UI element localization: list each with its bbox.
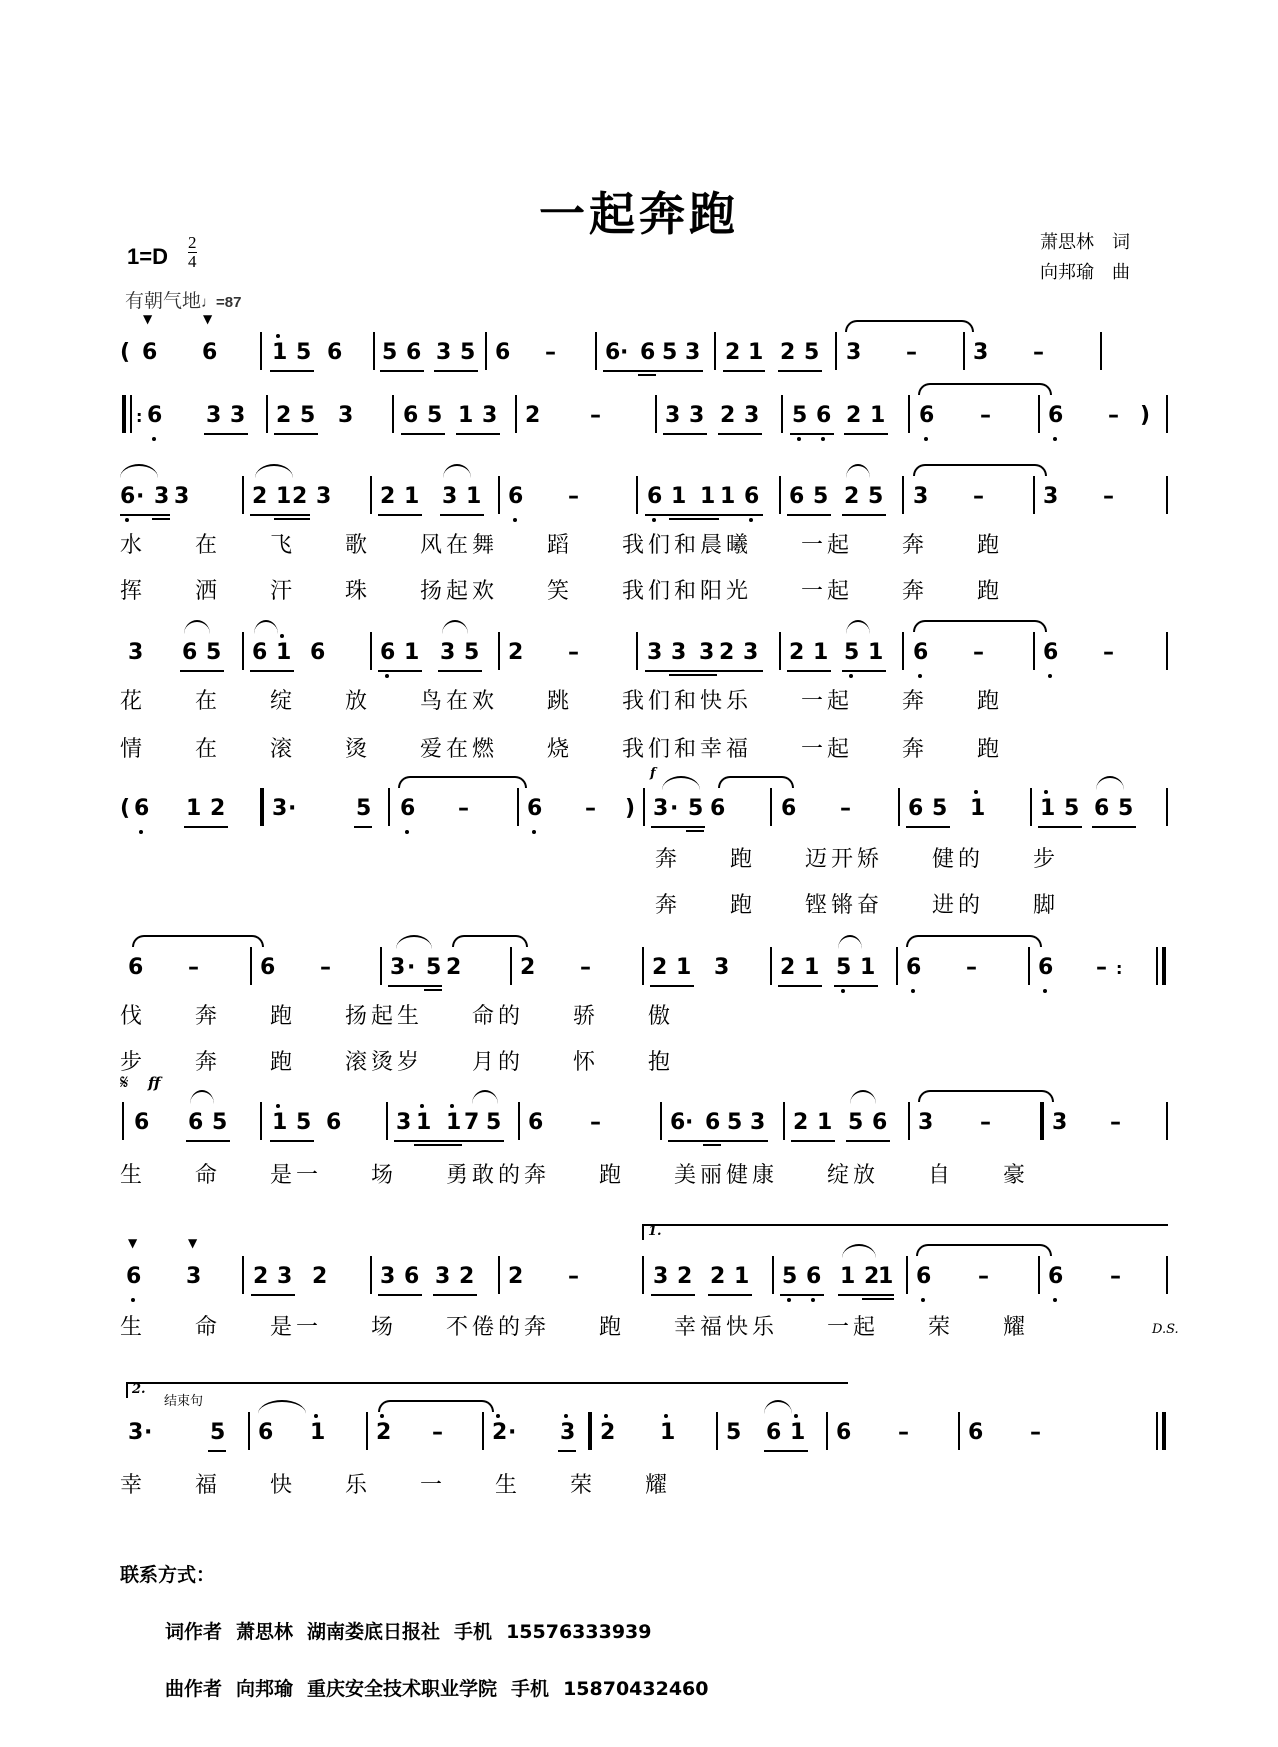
contact-heading: 联系方式： bbox=[120, 1564, 216, 1586]
notes: ▼ ▼ 6 3 2 3 2 3 6 3 2 2 – 3 2 2 1 5 6 1 2 1 6 – 6 – bbox=[120, 1264, 1170, 1298]
notes: ( 6 1 2 3 · 5 6 – 6 – ) f 3 · 5 6 6 – 6 5 1 1 5 6 5 bbox=[120, 796, 1170, 830]
notes: ▼ ▼ ( 6 6 1 5 6 5 6 3 5 6 – 6 · 6 5 3 2 1 2 5 3 – 3 – bbox=[120, 340, 1170, 374]
notes: : 6 3 3 2 5 3 6 5 1 3 2 – 3 3 2 3 5 6 2 1 6 – 6 – ) bbox=[120, 403, 1170, 437]
lyrics-verse-1: 奔 跑 迈开矫 健的 步 bbox=[655, 847, 1059, 872]
accent-icon: ▼ bbox=[203, 312, 213, 326]
segno-icon: 𝄋 bbox=[120, 1070, 129, 1094]
dal-segno-marking: D.S. bbox=[1152, 1322, 1179, 1337]
ending-label: 结束句 bbox=[164, 1394, 204, 1409]
dynamic-forte: f bbox=[650, 766, 656, 781]
lyrics-verse-2: 情 在 滚 烫 爱在燃 烧 我们和幸福 一起 奔 跑 bbox=[120, 737, 1003, 762]
lyricist-credit: 萧思林 词 bbox=[1040, 232, 1130, 253]
notes: 3 6 5 6 1 6 6 1 3 5 2 – 3 3 3 2 3 2 1 5 1 6 – 6 – bbox=[120, 640, 1170, 674]
lyrics-verse-1: 伐 奔 跑 扬起生 命的 骄 傲 bbox=[120, 1004, 674, 1029]
notes: 3 · 5 6 1 2 – 2 · 3 2 1 5 6 1 6 – 6 – bbox=[120, 1420, 1170, 1454]
contact-composer: 曲作者 向邦瑜 重庆安全技术职业学院 手机 15870432460 bbox=[165, 1678, 709, 1700]
notes: 6 – 6 – 3 · 5 2 2 – 2 1 3 2 1 5 1 6 – 6 – : bbox=[120, 955, 1170, 989]
lyrics-verse-2: 挥 洒 汗 珠 扬起欢 笑 我们和阳光 一起 奔 跑 bbox=[120, 579, 1003, 604]
song-title: 一起奔跑 bbox=[539, 187, 739, 241]
lyrics-verse-2: 步 奔 跑 滚烫岁 月的 怀 抱 bbox=[120, 1050, 674, 1075]
volta-2 bbox=[126, 1382, 848, 1398]
lyrics-verse-2: 奔 跑 铿锵奋 进的 脚 bbox=[655, 893, 1059, 918]
accent-icon: ▼ bbox=[143, 312, 153, 326]
lyrics-verse-1: 花 在 绽 放 鸟在欢 跳 我们和快乐 一起 奔 跑 bbox=[120, 689, 1003, 714]
lyrics: 幸 福 快 乐 一 生 荣 耀 bbox=[120, 1473, 671, 1498]
key-signature: 1=D bbox=[127, 244, 168, 269]
notes: 6 · 3 3 2 1 2 3 2 1 3 1 6 – 6 1 1 1 6 6 5 2 5 3 – 3 – bbox=[120, 484, 1170, 518]
volta-2-label: 2. bbox=[132, 1382, 146, 1397]
tempo-marking: 有朝气地♩=87 bbox=[125, 291, 242, 312]
contact-section bbox=[120, 1560, 723, 1701]
accent-icon: ▼ bbox=[128, 1236, 138, 1250]
composer-phone: 15870432460 bbox=[563, 1678, 709, 1700]
lyrics: 生 命 是一 场 勇敢的奔 跑 美丽健康 绽放 自 豪 bbox=[120, 1163, 1029, 1188]
volta-1 bbox=[642, 1224, 1168, 1240]
composer-credit: 向邦瑜 曲 bbox=[1040, 262, 1130, 283]
volta-1-label: 1. bbox=[648, 1224, 662, 1239]
lyrics-verse-1: 水 在 飞 歌 风在舞 蹈 我们和晨曦 一起 奔 跑 bbox=[120, 533, 1003, 558]
lyricist-phone: 15576333939 bbox=[506, 1621, 652, 1643]
credits bbox=[1040, 228, 1130, 288]
accent-icon: ▼ bbox=[188, 1236, 198, 1250]
lyrics: 生 命 是一 场 不倦的奔 跑 幸福快乐 一起 荣 耀 bbox=[120, 1315, 1029, 1340]
dynamic-fortissimo: ff bbox=[148, 1074, 161, 1092]
notes: 6 6 5 1 5 6 3 1 1 7 5 6 – 6 · 6 5 3 2 1 5 6 3 – 3 – bbox=[120, 1110, 1170, 1144]
time-signature: 2 4 bbox=[188, 233, 197, 271]
contact-lyricist: 词作者 萧思林 湖南娄底日报社 手机 15576333939 bbox=[165, 1621, 652, 1643]
